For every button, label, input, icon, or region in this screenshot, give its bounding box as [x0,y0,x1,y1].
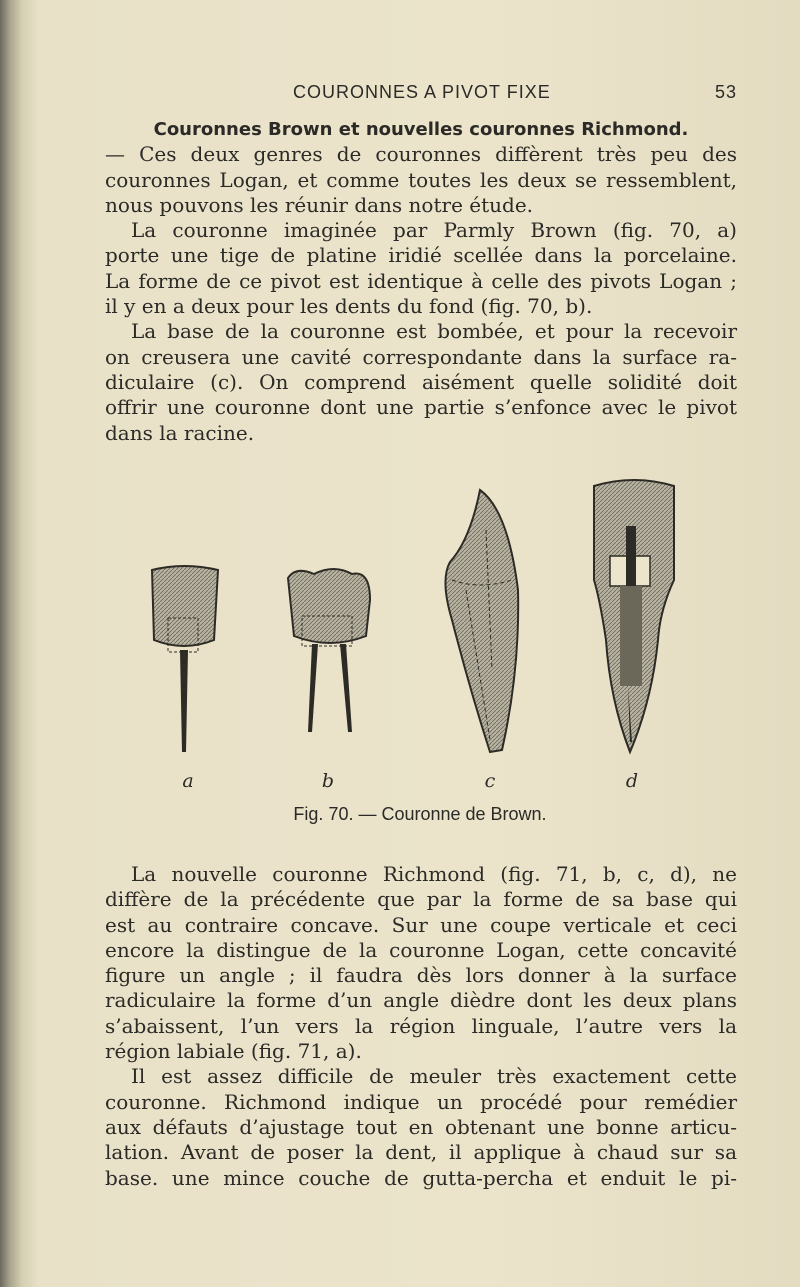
text-line: La nouvelle couronne Richmond (fig. 71, b, c, d), ne [131,862,737,886]
text-line: encore la distingue de la couronne Logan, cette concavité [105,937,737,962]
figure-label-a: a [182,770,194,792]
crown-d-drawing [594,480,674,752]
crown-a-drawing [152,566,218,752]
text-line: dans la racine. [105,420,255,445]
text-line: nous pouvons les réunir dans notre étude. [105,192,534,217]
text-line: on creusera une cavité correspondante dans la surface ra- [105,344,737,369]
text-line: radiculaire la forme d’un angle dièdre dont les deux plans [105,988,737,1013]
running-head [105,82,737,106]
figure-illustration [140,470,700,770]
text-line: diffère de la précédente que par la forme de sa base qui [105,887,737,912]
text-block-top [105,117,737,446]
text-line: couronnes Logan, et comme toutes les deux se ressemblent, [105,167,737,192]
text-line: — Ces deux genres de couronnes diffèrent très peu des [105,142,737,167]
figure-label-d: d [625,770,639,792]
figure-label-c: c [484,770,496,792]
text-line: offrir une couronne dont une partie s’enfonce avec le pivot [105,395,737,420]
crown-c-drawing [445,490,518,752]
text-line: s’abaissent, l’un vers la région linguale, l’autre vers la [105,1013,737,1038]
text-block-bottom [105,862,737,1191]
text-line: porte une tige de platine iridié scellée dans la porcelaine. [105,243,737,268]
page-number: 53 [714,82,737,102]
text-line: base. une mince couche de gutta-percha et enduit le pi- [105,1165,737,1190]
section-title: Couronnes Brown et nouvelles couronnes Richmond. [153,119,689,140]
text-line: Il est assez difficile de meuler très exactement cette [131,1064,737,1089]
text-line: diculaire (c). On comprend aisément quelle solidité doit [105,369,737,394]
text-line: figure un angle ; il faudra dès lors donner à la surface [105,963,737,988]
text-line: est au contraire concave. Sur une coupe verticale et ceci [105,912,737,937]
text-line: lation. Avant de poser la dent, il applique à chaud sur sa [105,1140,737,1165]
figure-caption: Fig. 70. — Couronne de Brown. [293,804,547,824]
text-line: La couronne imaginée par Parmly Brown (fig. 70, a) [131,218,737,243]
crown-b-drawing [288,569,370,732]
text-line: aux défauts d’ajustage tout en obtenant une bonne articu- [105,1114,737,1139]
text-line: La forme de ce pivot est identique à celle des pivots Logan ; [105,268,737,293]
text-line: couronne. Richmond indique un procédé pour remédier [105,1089,737,1114]
figure-label-b: b [321,770,335,792]
running-head-title: COURONNES A PIVOT FIXE [293,82,551,102]
text-line: il y en a deux pour les dents du fond (fig. 70, b). [105,294,593,319]
text-line: région labiale (fig. 71, a). [105,1039,362,1064]
text-line: La base de la couronne est bombée, et pour la recevoir [131,319,737,344]
